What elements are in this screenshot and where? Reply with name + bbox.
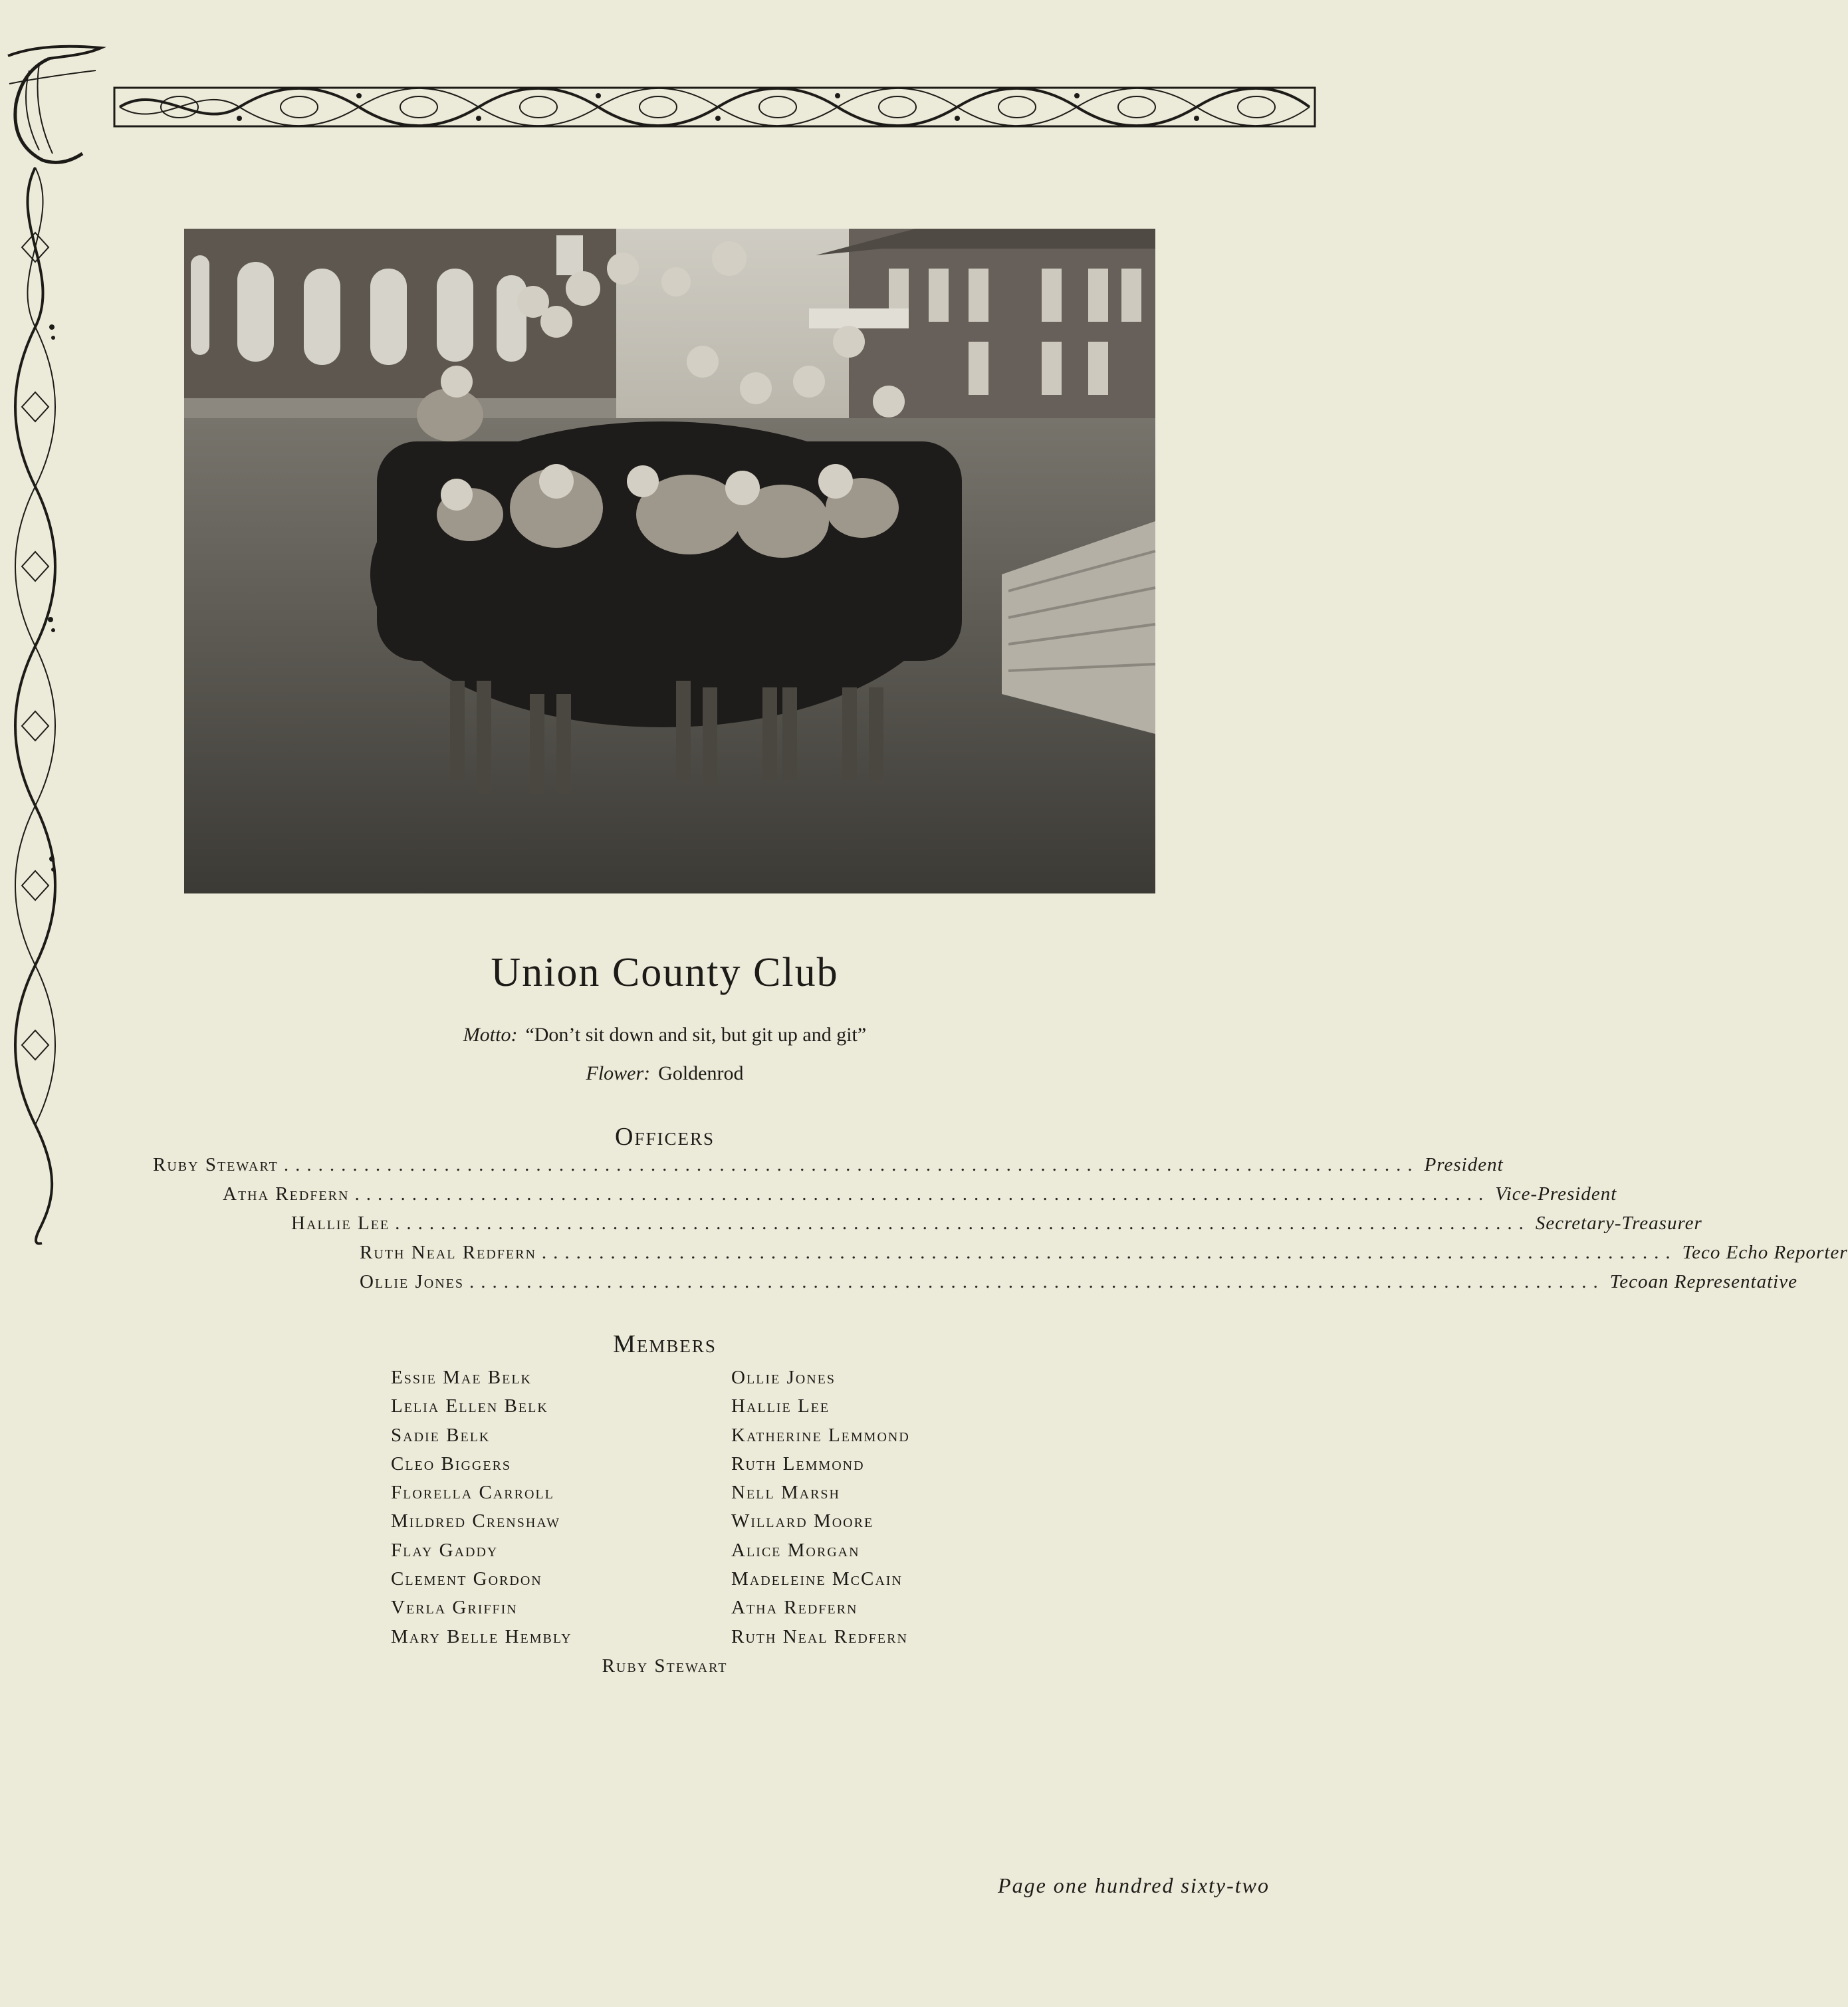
officer-row [153,1154,1504,1181]
officer-role: President [1424,1154,1504,1175]
officer-role: Vice-President [1495,1183,1617,1205]
officer-role: Tecoan Representative [1609,1271,1797,1292]
member-name: Mary Belle Hembly [391,1625,572,1647]
dot-leader: ................................................................................................... [354,1183,1490,1205]
member-name: Ruby Stewart [602,1655,728,1677]
officer-name: Ruth Neal Redfern [360,1242,536,1263]
member-name: Cleo Biggers [391,1453,512,1475]
members-left-column [391,1363,572,1651]
officer-name: Hallie Lee [291,1213,390,1234]
motto-label: Motto: [463,1024,518,1046]
page-number: Page one hundred sixty-two [998,1873,1270,1897]
member-name: Verla Griffin [391,1597,518,1619]
officer-row [291,1213,1702,1239]
officer-name: Atha Redfern [223,1183,350,1205]
member-name: Hallie Lee [731,1395,830,1417]
officer-name: Ruby Stewart [153,1154,279,1175]
members-heading: Members [613,1330,717,1358]
flower-label: Flower: [586,1062,651,1084]
officer-role: Secretary-Treasurer [1535,1213,1702,1234]
club-group-photo [184,229,1155,893]
officers-heading: Officers [615,1123,715,1151]
dot-leader: ................................................................................................... [541,1242,1677,1263]
ornamental-top-border [113,78,1316,136]
decorative-initial-t [3,44,102,167]
club-title: Union County Club [491,950,839,995]
member-name: Atha Redfern [731,1597,858,1619]
motto-text: “Don’t sit down and sit, but git up and git” [525,1024,867,1046]
officer-row [360,1242,1848,1268]
officer-row [223,1183,1617,1210]
flower-line [0,1062,1329,1085]
member-name: Ruth Lemmond [731,1453,865,1475]
officer-row [360,1271,1797,1298]
member-name: Essie Mae Belk [391,1367,532,1388]
member-name: Madeleine McCain [731,1568,903,1590]
officer-role: Teco Echo Reporter [1682,1242,1848,1263]
dot-leader: ................................................................................................... [469,1271,1605,1292]
member-name: Florella Carroll [391,1482,554,1504]
dot-leader: ................................................................................................... [283,1154,1419,1175]
members-right-column [731,1363,910,1651]
member-name: Willard Moore [731,1510,874,1532]
member-name: Ruth Neal Redfern [731,1625,908,1647]
motto-line [0,1024,1329,1046]
member-name: Sadie Belk [391,1424,491,1446]
officer-name: Ollie Jones [360,1271,465,1292]
member-name: Clement Gordon [391,1568,542,1590]
member-name: Flay Gaddy [391,1539,499,1561]
member-name: Nell Marsh [731,1482,840,1504]
dot-leader: ................................................................................................... [395,1213,1530,1234]
member-name: Katherine Lemmond [731,1424,910,1446]
flower-text: Goldenrod [658,1062,744,1084]
member-name: Mildred Crenshaw [391,1510,560,1532]
member-name: Ollie Jones [731,1367,836,1388]
member-name: Alice Morgan [731,1539,860,1561]
member-name: Lelia Ellen Belk [391,1395,548,1417]
